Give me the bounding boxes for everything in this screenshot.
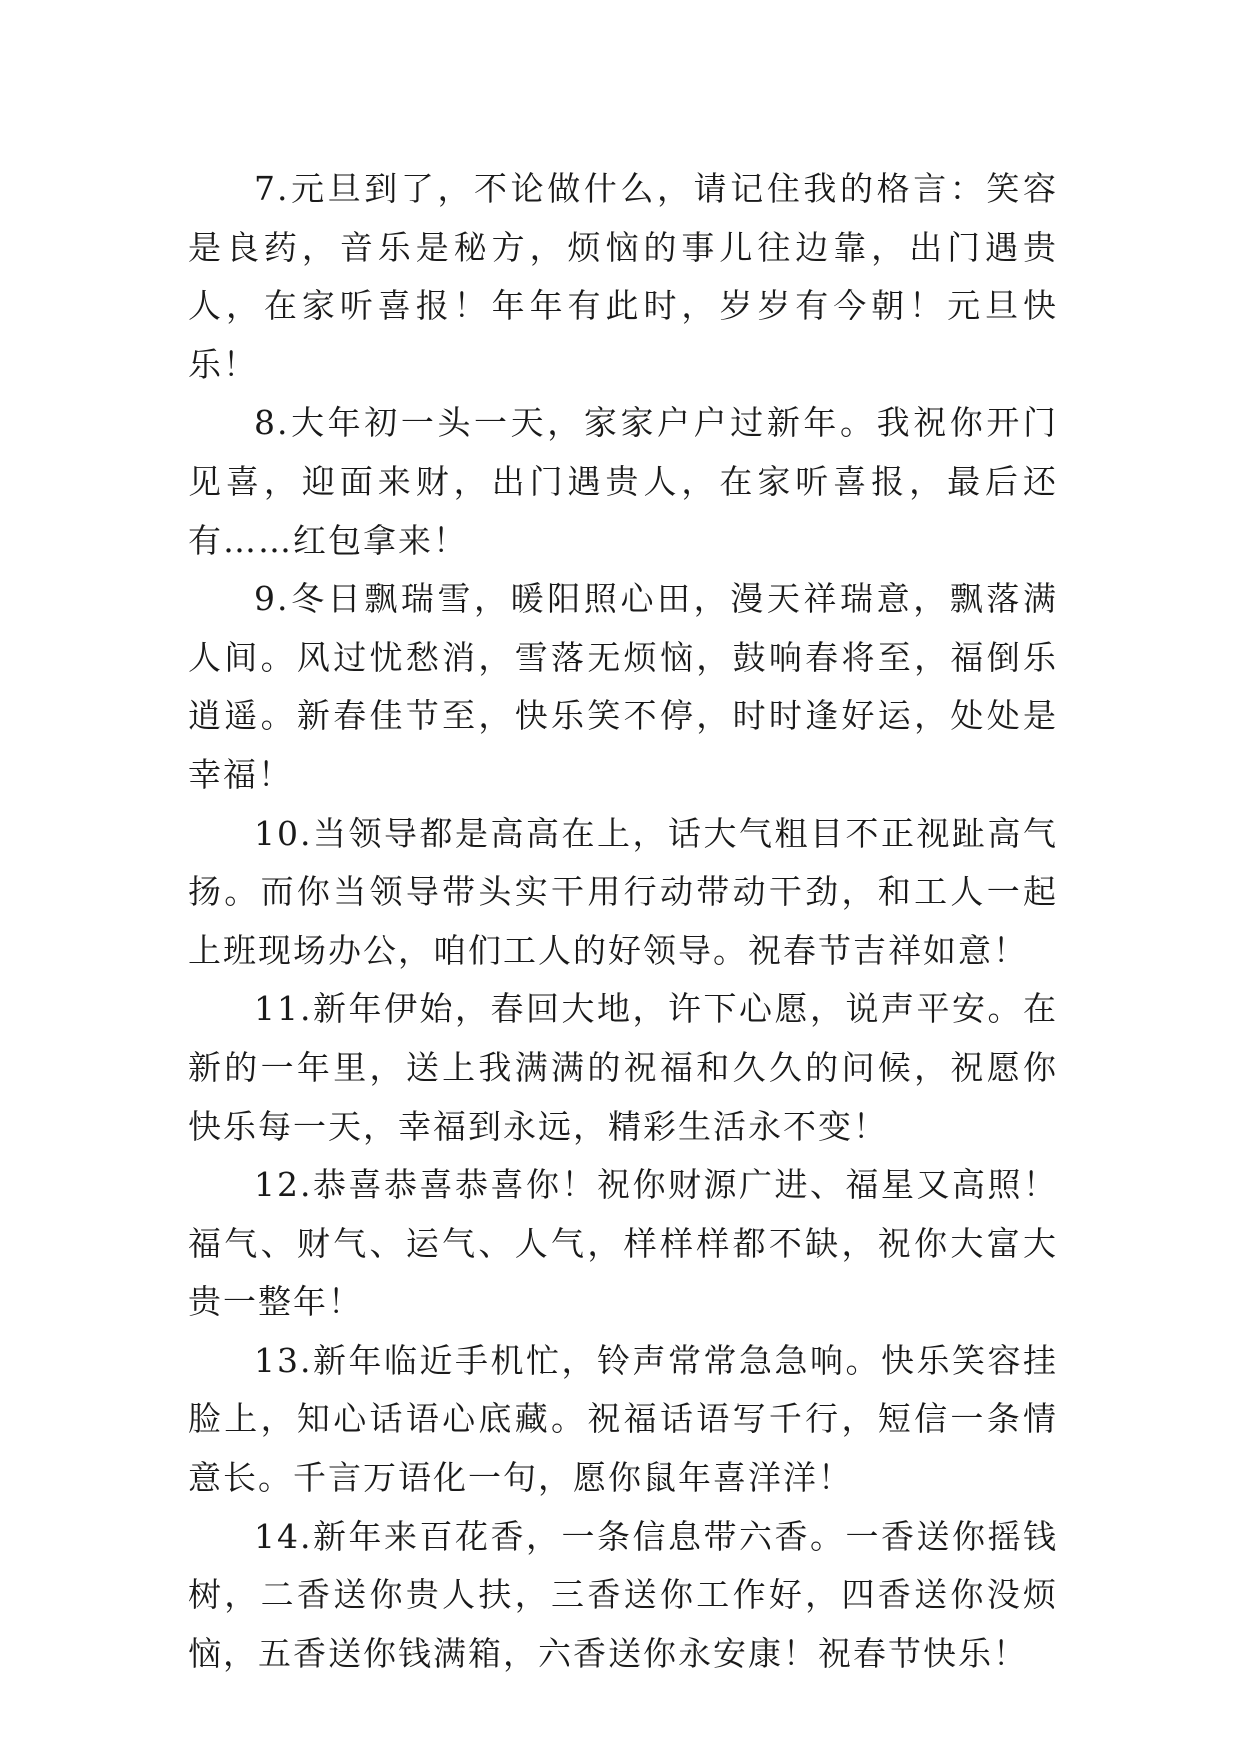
paragraph-10: 10.当领导都是高高在上，话大气粗目不正视趾高气扬。而你当领导带头实干用行动带动干劲，和工人一起上班现场办公，咱们工人的好领导。祝春节吉祥如意！ — [188, 813, 1058, 970]
document-body — [188, 160, 1058, 1683]
paragraph-13: 13.新年临近手机忙，铃声常常急急响。快乐笑容挂脸上，知心话语心底藏。祝福话语写千行，短信一条情意长。千言万语化一句，愿你鼠年喜洋洋！ — [188, 1340, 1058, 1498]
paragraph-11: 11.新年伊始，春回大地，许下心愿，说声平安。在新的一年里，送上我满满的祝福和久久的问候，祝愿你快乐每一天，幸福到永远，精彩生活永不变！ — [188, 989, 1058, 1146]
paragraph-12: 12.恭喜恭喜恭喜你！祝你财源广进、福星又高照！福气、财气、运气、人气，样样样都不缺，祝你大富大贵一整年！ — [188, 1165, 1058, 1322]
paragraph-8: 8.大年初一头一天，家家户户过新年。我祝你开门见喜，迎面来财，出门遇贵人，在家听喜报，最后还有……红包拿来！ — [188, 403, 1058, 560]
paragraph-7: 7.元旦到了，不论做什么，请记住我的格言：笑容是良药，音乐是秘方，烦恼的事儿往边靠，出门遇贵人，在家听喜报！年年有此时，岁岁有今朝！元旦快乐！ — [188, 169, 1058, 384]
paragraph-14: 14.新年来百花香，一条信息带六香。一香送你摇钱树，二香送你贵人扶，三香送你工作好，四香送你没烦恼，五香送你钱满箱，六香送你永安康！祝春节快乐！ — [188, 1516, 1058, 1673]
paragraph-9: 9.冬日飘瑞雪，暖阳照心田，漫天祥瑞意，飘落满人间。风过忧愁消，雪落无烦恼，鼓响春将至，福倒乐逍遥。新春佳节至，快乐笑不停，时时逢好运，处处是幸福！ — [188, 579, 1058, 794]
